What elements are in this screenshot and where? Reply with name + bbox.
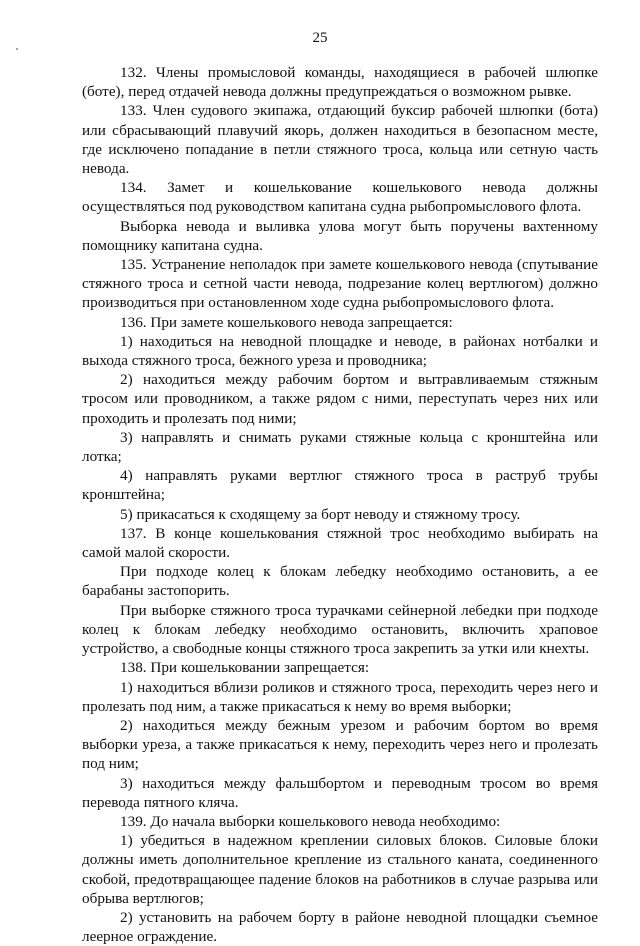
paragraph-138: 138. При кошельковании запрещается: (120, 659, 370, 677)
list-item-139-2: 2) установить на рабочем борту в районе неводной площадки съемное леерное ограждение. (82, 908, 598, 946)
list-item-136-2: 2) находиться между рабочим бортом и вытравливаемым стяжным тросом или проводником, а также рядом с ними, переступать через них или проходить и пролезать под ними; (82, 371, 598, 427)
list-item-136-1: 1) находиться на неводной площадке и неводе, в районах нотбалки и выхода стяжного троса, бежного уреза и проводника; (82, 332, 598, 370)
paragraph-135: 135. Устранение неполадок при замете кошелькового невода (спутывание стяжного троса и сетной части невода, подрезание колец вертлюгом) должно производиться при остановленном ходе судна рыбопромыслового флота. (82, 256, 598, 312)
paragraph-133: 133. Член судового экипажа, отдающий буксир рабочей шлюпки (бота) или сбрасывающий плавучий якорь, должен находиться в безопасном месте, где исключено попадание в петли стяжного троса, кольца или сетную часть невода. (82, 102, 598, 178)
list-item-139-1: 1) убедиться в надежном креплении силовых блоков. Силовые блоки должны иметь дополнительное крепление из стального каната, соединенного скобой, предотвращающее падение блоков на работников в случае разрыва или обрыва вертлюгов; (82, 832, 598, 907)
list-item-138-1: 1) находиться вблизи роликов и стяжного троса, переходить через него и пролезать под ним, а также прикасаться к нему во время выборки; (82, 678, 598, 715)
paragraph-132: 132. Члены промысловой команды, находящиеся в рабочей шлюпке (боте), перед отдачей невода должны предупреждаться о возможном рывке. (82, 64, 598, 101)
list-item-136-3: 3) направлять и снимать руками стяжные кольца с кронштейна или лотка; (82, 428, 598, 466)
paragraph-134-continuation: Выборка невода и выливка улова могут быть поручены вахтенному помощнику капитана судна. (82, 217, 598, 254)
list-item-136-4: 4) направлять руками вертлюг стяжного троса в раструб трубы кронштейна; (82, 467, 598, 504)
list-item-138-3: 3) находиться между фальшбортом и переводным тросом во время перевода пятного кляча. (82, 774, 598, 811)
list-item-138-2: 2) находиться между бежным урезом и рабочим бортом во время выборки уреза, а также прикасаться к нему, переходить через него и пролезать под ним; (82, 716, 598, 773)
page-number: 25 (312, 30, 328, 46)
paragraph-137-continuation-2: При выборке стяжного троса турачками сейнерной лебедки при подходе колец к блокам лебедку необходимо остановить, включить храповое устройство, а свободные концы стяжного троса закрепить за утки или кнехты. (82, 601, 598, 658)
list-item-136-5: 5) прикасаться к сходящему за борт неводу и стяжному тросу. (120, 505, 521, 523)
paragraph-136: 136. При замете кошелькового невода запрещается: (120, 313, 453, 331)
paragraph-134: 134. Замет и кошелькование кошелькового невода должны осуществляться под руководством капитана судна рыбопромыслового флота. (82, 179, 598, 216)
paragraph-139: 139. До начала выборки кошелькового невода необходимо: (120, 812, 501, 830)
paragraph-137-continuation-1: При подходе колец к блокам лебедку необходимо остановить, а ее барабаны застопорить. (82, 563, 598, 600)
document-body (82, 63, 598, 946)
paragraph-137: 137. В конце кошелькования стяжной трос необходимо выбирать на самой малой скорости. (82, 524, 598, 562)
scan-speck (16, 48, 18, 50)
